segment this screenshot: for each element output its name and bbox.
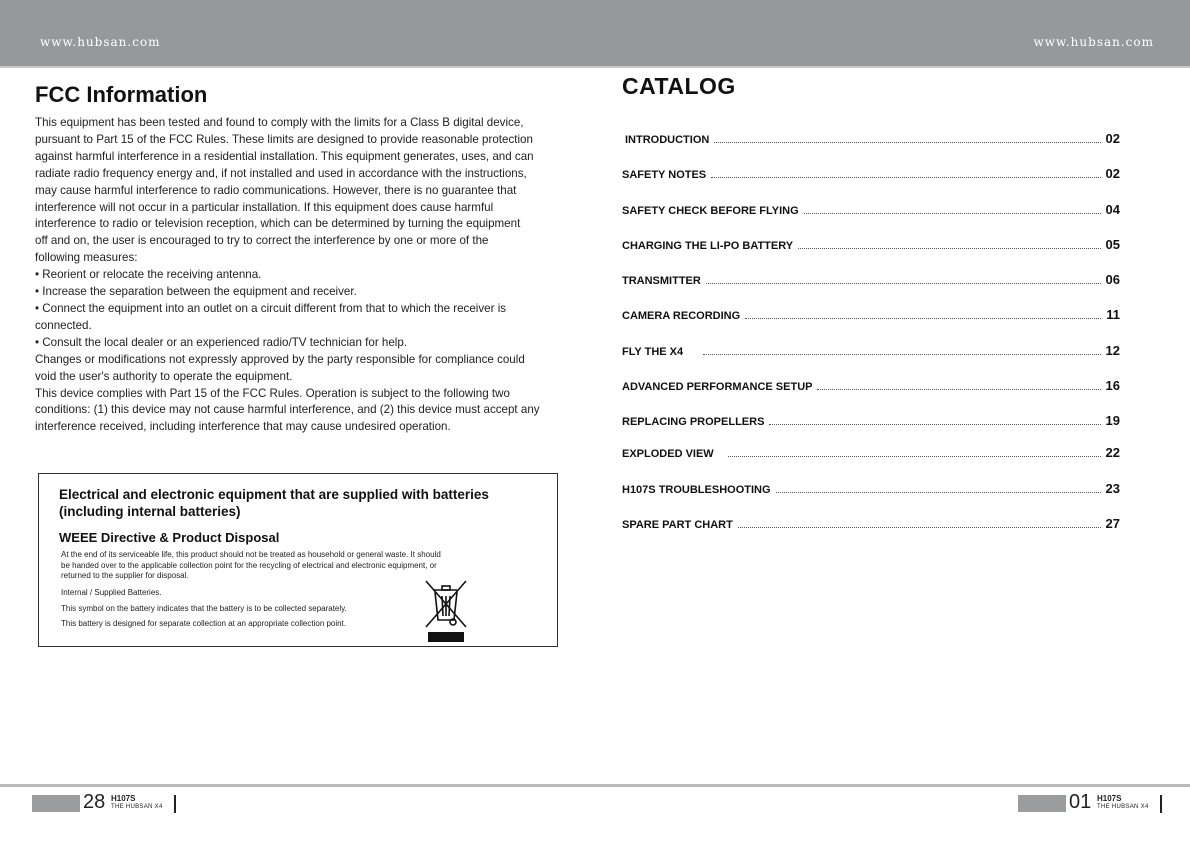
weee-heading-line: (including internal batteries)	[59, 504, 241, 519]
fcc-line: void the user's authority to operate the equipment.	[35, 369, 293, 383]
toc-leader-dots	[798, 248, 1100, 249]
fcc-line: connected.	[35, 318, 92, 332]
toc-leader-dots	[711, 177, 1100, 178]
model-subtitle-left: THE HUBSAN X4	[111, 804, 163, 810]
weee-heading	[59, 486, 519, 520]
toc-row[interactable]	[622, 478, 1120, 496]
toc-leader-dots	[776, 492, 1101, 493]
catalog-title: CATALOG	[622, 73, 736, 99]
page-marker-block-left	[32, 795, 80, 812]
toc-label: EXPLODED VIEW	[622, 448, 714, 460]
fcc-line: radiate radio frequency energy and, if not installed and used in accordance with the instructions,	[35, 166, 527, 180]
toc-page: 27	[1105, 516, 1120, 531]
toc-page: 05	[1105, 237, 1120, 252]
toc-page: 06	[1105, 272, 1120, 287]
toc-page: 23	[1105, 481, 1120, 496]
fcc-line: interference received, including interference that may cause undesired operation.	[35, 420, 451, 434]
fcc-line: • Increase the separation between the equipment and receiver.	[35, 285, 357, 299]
weee-para-line: be handed over to the applicable collection point for the recycling of electrical and electronic equipment, or	[61, 560, 437, 570]
fcc-line: • Reorient or relocate the receiving antenna.	[35, 268, 262, 282]
page-number-right: 01	[1069, 791, 1092, 813]
site-url-left: www.hubsan.com	[40, 35, 161, 49]
weee-notice-box	[38, 473, 558, 647]
toc-page: 11	[1106, 307, 1120, 322]
fcc-line: pursuant to Part 15 of the FCC Rules. These limits are designed to provide reasonable protection	[35, 132, 533, 146]
fcc-line: • Connect the equipment into an outlet on a circuit different from that to which the receiver is	[35, 301, 507, 315]
fcc-body	[35, 115, 555, 436]
toc-leader-dots	[804, 213, 1101, 214]
toc-label: INTRODUCTION	[625, 134, 710, 146]
fcc-line: off and on, the user is encouraged to try to correct the interference by one or more of the	[35, 234, 489, 248]
toc-row[interactable]	[622, 163, 1120, 181]
toc-page: 19	[1105, 413, 1120, 428]
footer-separator-right	[1160, 795, 1162, 813]
fcc-line: may cause harmful interference to radio communications. However, there is no guarantee that	[35, 183, 517, 197]
toc-label: TRANSMITTER	[622, 275, 701, 287]
toc-leader-dots	[728, 456, 1101, 457]
toc-label: FLY THE X4	[622, 346, 684, 358]
bin-underline-bar	[428, 632, 464, 642]
fcc-line: interference will not occur in a particular installation. If this equipment does cause harmful	[35, 200, 494, 214]
toc-row[interactable]	[622, 513, 1120, 531]
toc-leader-dots	[706, 283, 1101, 284]
crossed-bin-icon	[423, 578, 469, 630]
model-name-left: H107S	[111, 794, 136, 803]
toc-label: SPARE PART CHART	[622, 519, 733, 531]
toc-row[interactable]	[622, 304, 1120, 322]
toc-row[interactable]	[622, 442, 1120, 460]
toc-leader-dots	[714, 142, 1100, 143]
weee-para: Internal / Supplied Batteries.	[61, 588, 162, 597]
fcc-line: This device complies with Part 15 of the FCC Rules. Operation is subject to the following two	[35, 386, 510, 400]
fcc-line: Changes or modifications not expressly approved by the party responsible for compliance could	[35, 352, 525, 366]
toc-label: SAFETY CHECK BEFORE FLYING	[622, 205, 799, 217]
toc-leader-dots	[703, 354, 1100, 355]
site-url-right: www.hubsan.com	[1033, 35, 1154, 49]
weee-heading-line: Electrical and electronic equipment that are supplied with batteries	[59, 487, 489, 502]
toc-row[interactable]	[622, 128, 1120, 146]
fcc-line: interference to radio or television reception, which can be determined by turning the equipment	[35, 217, 521, 231]
toc-page: 16	[1105, 378, 1120, 393]
footer-separator-left	[174, 795, 176, 813]
toc-row[interactable]	[622, 340, 1120, 358]
toc-page: 12	[1105, 343, 1120, 358]
model-subtitle-right: THE HUBSAN X4	[1097, 804, 1149, 810]
header-bar	[0, 0, 1190, 68]
weee-para: This symbol on the battery indicates that the battery is to be collected separately.	[61, 604, 347, 613]
toc-row[interactable]	[622, 234, 1120, 252]
toc-label: ADVANCED PERFORMANCE SETUP	[622, 381, 813, 393]
fcc-line: following measures:	[35, 251, 138, 265]
weee-subheading: WEEE Directive & Product Disposal	[59, 530, 280, 545]
page-number-left: 28	[83, 791, 106, 813]
toc-label: H107S TROUBLESHOOTING	[622, 484, 771, 496]
fcc-line: This equipment has been tested and found to comply with the limits for a Class B digital device,	[35, 116, 524, 129]
toc-leader-dots	[745, 318, 1101, 319]
toc-label: REPLACING PROPELLERS	[622, 416, 765, 428]
toc-leader-dots	[738, 527, 1101, 528]
fcc-line: • Consult the local dealer or an experienced radio/TV technician for help.	[35, 335, 408, 349]
fcc-title: FCC Information	[35, 82, 208, 107]
toc-leader-dots	[769, 424, 1100, 425]
toc-row[interactable]	[622, 410, 1120, 428]
toc-row[interactable]	[622, 269, 1120, 287]
toc-label: SAFETY NOTES	[622, 169, 707, 181]
weee-para-line: returned to the supplier for disposal.	[61, 571, 189, 580]
toc-label: CHARGING THE LI-PO BATTERY	[622, 240, 794, 252]
fcc-line: conditions: (1) this device may not cause harmful interference, and (2) this device must accept any	[35, 403, 540, 417]
toc-page: 04	[1105, 202, 1120, 217]
toc-label: CAMERA RECORDING	[622, 310, 741, 322]
toc-page: 02	[1105, 131, 1120, 146]
toc-row[interactable]	[622, 199, 1120, 217]
toc-leader-dots	[817, 389, 1100, 390]
toc-row[interactable]	[622, 375, 1120, 393]
toc-page: 02	[1105, 166, 1120, 181]
model-name-right: H107S	[1097, 794, 1122, 803]
page-marker-block-right	[1018, 795, 1066, 812]
weee-para-line: At the end of its serviceable life, this product should not be treated as household or general waste. It should	[61, 550, 441, 559]
fcc-line: against harmful interference in a residential installation. This equipment generates, uses, and can	[35, 149, 534, 163]
weee-para: This battery is designed for separate collection at an appropriate collection point.	[61, 619, 347, 628]
footer-rule	[0, 784, 1190, 787]
toc-page: 22	[1105, 445, 1120, 460]
